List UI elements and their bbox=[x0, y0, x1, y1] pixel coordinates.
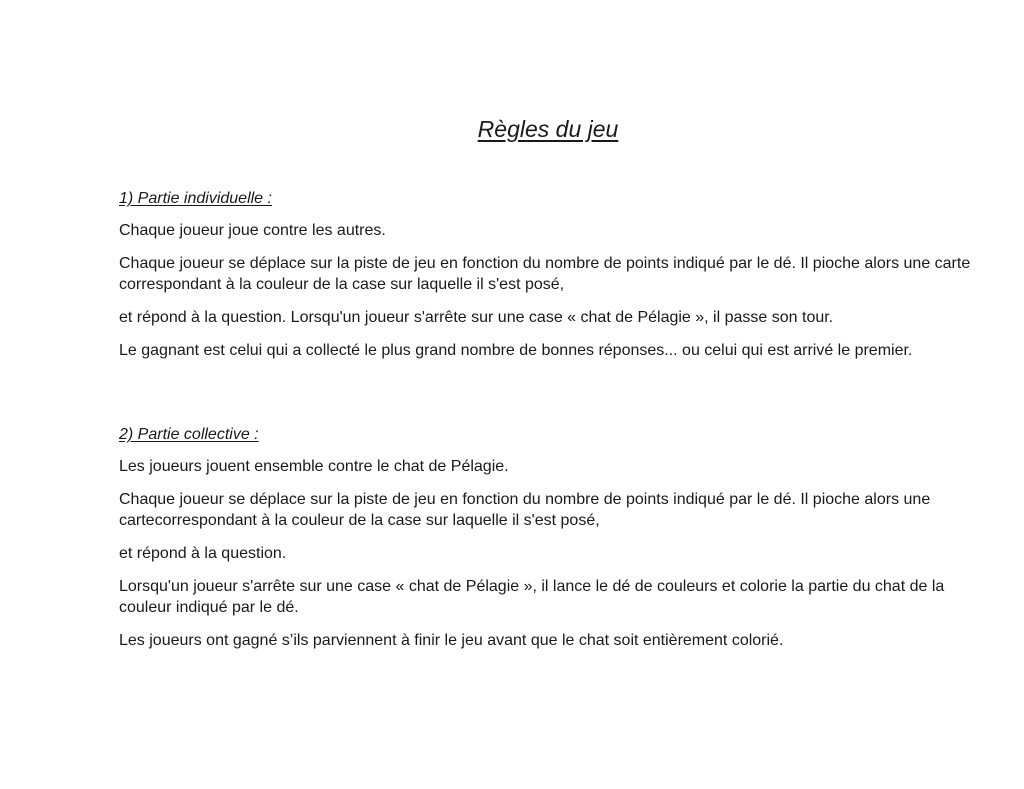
section-collective-game bbox=[119, 426, 989, 663]
paragraph: Chaque joueur joue contre les autres. bbox=[119, 222, 386, 239]
section-heading: 2) Partie collective : bbox=[119, 426, 259, 443]
paragraph: Les joueurs jouent ensemble contre le chat de Pélagie. bbox=[119, 458, 509, 475]
paragraph: Les joueurs ont gagné s’ils parviennent à finir le jeu avant que le chat soit entièrement colorié. bbox=[119, 632, 784, 649]
page-title: Règles du jeu bbox=[477, 116, 619, 142]
paragraph: et répond à la question. bbox=[119, 545, 287, 562]
section-individual-game bbox=[119, 190, 989, 373]
paragraph: Chaque joueur se déplace sur la piste de jeu en fonction du nombre de points indiqué par le dé. Il pioche alors une carte correspondant à la couleur de la case sur laquelle il s'est posé, bbox=[119, 255, 971, 293]
paragraph: Chaque joueur se déplace sur la piste de jeu en fonction du nombre de points indiqué par le dé. Il pioche alors une cartecorrespondant à la couleur de la case sur laquelle il s'est posé, bbox=[119, 491, 931, 529]
paragraph: et répond à la question. Lorsqu'un joueur s'arrête sur une case « chat de Pélagie », il passe son tour. bbox=[119, 309, 834, 326]
section-heading: 1) Partie individuelle : bbox=[119, 190, 272, 207]
paragraph: Lorsqu'un joueur s'arrête sur une case « chat de Pélagie », il lance le dé de couleurs et colorie la partie du chat de la couleur indiqué par le dé. bbox=[119, 578, 945, 616]
paragraph: Le gagnant est celui qui a collecté le plus grand nombre de bonnes réponses... ou celui qui est arrivé le premier. bbox=[119, 342, 913, 359]
